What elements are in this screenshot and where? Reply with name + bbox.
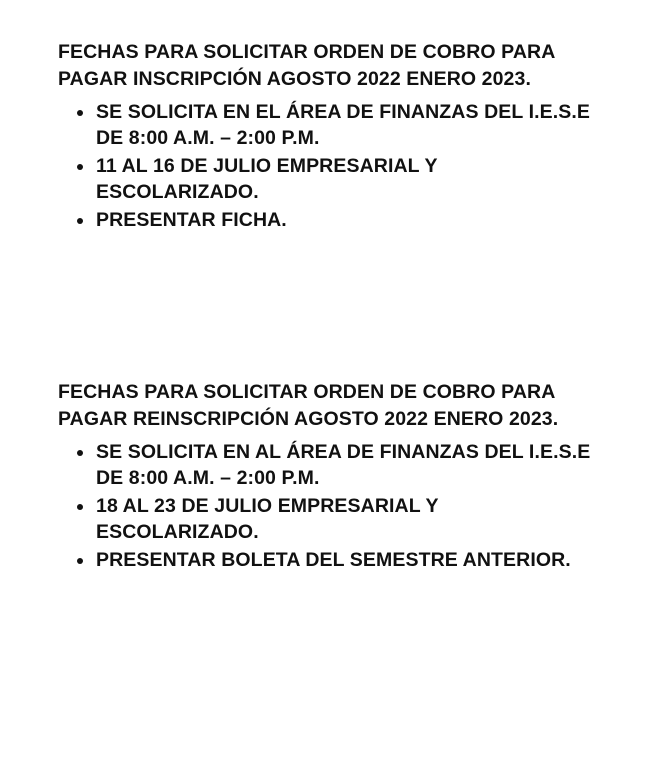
list-item bbox=[58, 547, 598, 573]
list-item bbox=[58, 99, 598, 151]
reinscription-bullet-list bbox=[58, 439, 598, 573]
bullet-icon bbox=[77, 218, 83, 224]
bullet-icon bbox=[77, 450, 83, 456]
bullet-icon bbox=[77, 504, 83, 510]
inscription-section bbox=[58, 39, 598, 235]
list-item-text: SE SOLICITA EN AL ÁREA DE FINANZAS DEL I.E.S.E DE 8:00 A.M. – 2:00 P.M. bbox=[96, 441, 591, 489]
list-item-text: SE SOLICITA EN EL ÁREA DE FINANZAS DEL I.E.S.E DE 8:00 A.M. – 2:00 P.M. bbox=[96, 101, 590, 149]
list-item bbox=[58, 493, 598, 545]
list-item bbox=[58, 153, 598, 205]
bullet-icon bbox=[77, 110, 83, 116]
inscription-bullet-list bbox=[58, 99, 598, 233]
list-item-text: 11 AL 16 DE JULIO EMPRESARIAL Y ESCOLARIZADO. bbox=[96, 155, 438, 203]
bullet-icon bbox=[77, 164, 83, 170]
inscription-heading: FECHAS PARA SOLICITAR ORDEN DE COBRO PARA PAGAR INSCRIPCIÓN AGOSTO 2022 ENERO 2023. bbox=[58, 41, 555, 90]
list-item-text: 18 AL 23 DE JULIO EMPRESARIAL Y ESCOLARIZADO. bbox=[96, 495, 439, 543]
list-item bbox=[58, 207, 598, 233]
reinscription-section bbox=[58, 379, 598, 575]
bullet-icon bbox=[77, 558, 83, 564]
list-item bbox=[58, 439, 598, 491]
list-item-text: PRESENTAR FICHA. bbox=[96, 209, 287, 231]
list-item-text: PRESENTAR BOLETA DEL SEMESTRE ANTERIOR. bbox=[96, 549, 571, 571]
reinscription-heading: FECHAS PARA SOLICITAR ORDEN DE COBRO PARA PAGAR REINSCRIPCIÓN AGOSTO 2022 ENERO 2023. bbox=[58, 381, 559, 430]
